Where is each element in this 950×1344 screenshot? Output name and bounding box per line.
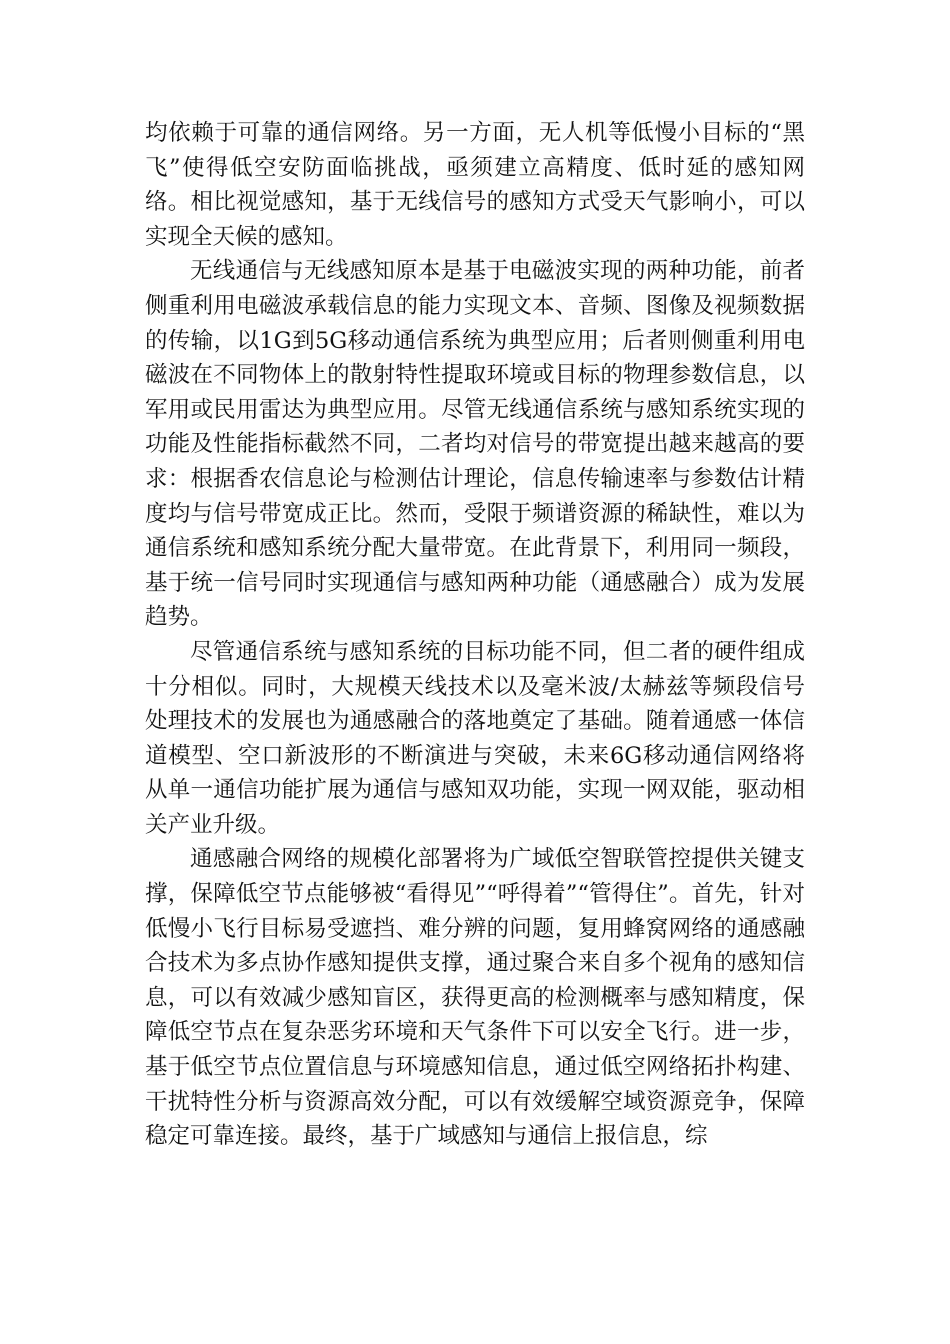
paragraph-1: 均依赖于可靠的通信网络。另一方面，无人机等低慢小目标的“黑飞”使得低空安防面临挑战，亟须建立高精度、低时延的感知网络。相比视觉感知，基于无线信号的感知方式受天气影响小，可以实现全天候的感知。 (145, 120, 805, 250)
paragraph-4: 通感融合网络的规模化部署将为广域低空智联管控提供关键支撑，保障低空节点能够被“看得见”“呼得着”“管得住”。首先，针对低慢小飞行目标易受遮挡、难分辨的问题，复用蜂窝网络的通感融合技术为多点协作感知提供支撑，通过聚合来自多个视角的感知信息，可以有效减少感知盲区，获得更高的检测概率与感知精度，保障低空节点在复杂恶劣环境和天气条件下可以安全飞行。进一步，基于低空节点位置信息与环境感知信息，通过低空网络拓扑构建、干扰特性分析与资源高效分配，可以有效缓解空域资源竞争，保障稳定可靠连接。最终，基于广域感知与通信上报信息，综 (145, 846, 805, 1150)
paragraph-3: 尽管通信系统与感知系统的目标功能不同，但二者的硬件组成十分相似。同时，大规模天线技术以及毫米波/太赫兹等频段信号处理技术的发展也为通感融合的落地奠定了基础。随着通感一体信道模型、空口新波形的不断演进与突破，未来6G移动通信网络将从单一通信功能扩展为通信与感知双功能，实现一网双能，驱动相关产业升级。 (145, 638, 805, 838)
paragraph-2: 无线通信与无线感知原本是基于电磁波实现的两种功能，前者侧重利用电磁波承载信息的能力实现文本、音频、图像及视频数据的传输，以1G到5G移动通信系统为典型应用；后者则侧重利用电磁波在不同物体上的散射特性提取环境或目标的物理参数信息，以军用或民用雷达为典型应用。尽管无线通信系统与感知系统实现的功能及性能指标截然不同，二者均对信号的带宽提出越来越高的要求：根据香农信息论与检测估计理论，信息传输速率与参数估计精度均与信号带宽成正比。然而，受限于频谱资源的稀缺性，难以为通信系统和感知系统分配大量带宽。在此背景下，利用同一频段，基于统一信号同时实现通信与感知两种功能（通感融合）成为发展趋势。 (145, 258, 805, 631)
body-text (145, 116, 805, 1154)
